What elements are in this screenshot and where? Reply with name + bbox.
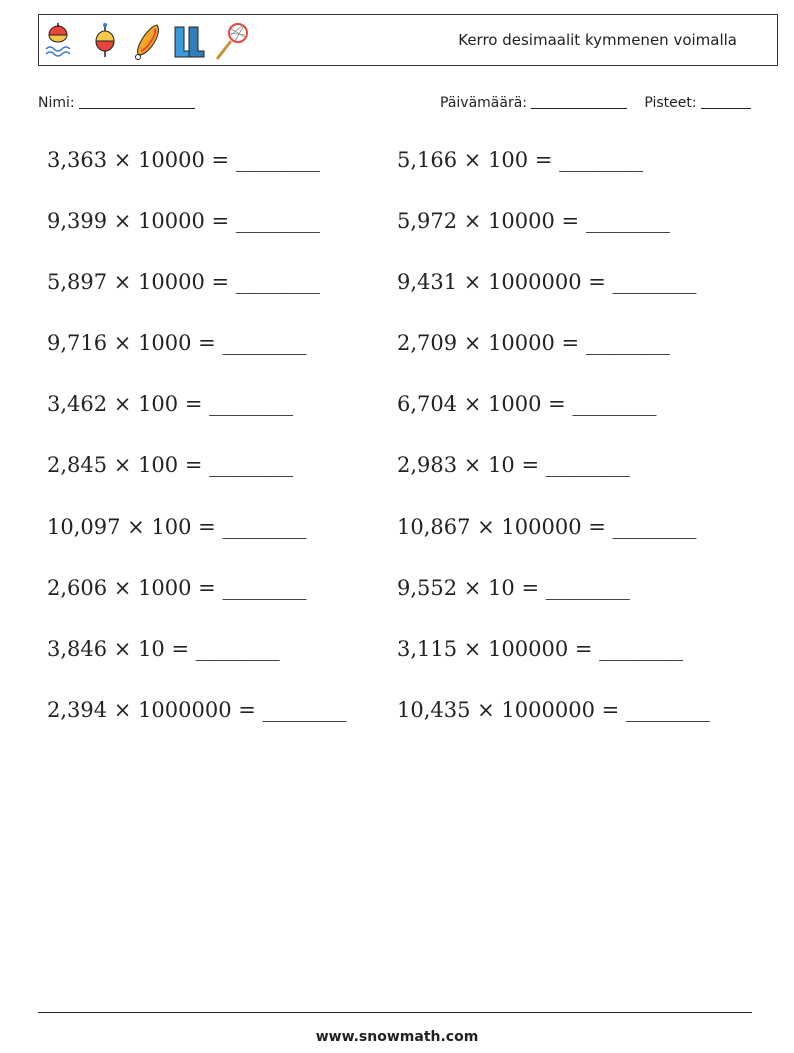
date-score-fields [440,94,751,111]
problem: 3,115 × 100000 = ________ [397,636,684,661]
problem-row [0,262,794,323]
problem: 3,363 × 10000 = ________ [47,148,320,172]
problem: 5,166 × 100 = ________ [397,148,644,172]
score-label: Pisteet: [644,95,697,111]
footer-divider [38,1012,752,1013]
problem: 2,983 × 10 = ________ [397,453,630,478]
float-icon [87,21,123,61]
header-icons [45,21,249,61]
problem: 10,435 × 1000000 = ________ [397,697,710,722]
problem-row [0,629,794,690]
problem: 2,709 × 10000 = ________ [397,331,670,356]
fishing-net-icon [213,21,249,61]
problem-row [0,507,794,568]
problem: 9,716 × 1000 = ________ [47,331,307,356]
problem: 3,462 × 100 = ________ [47,392,294,417]
name-field [38,94,195,111]
worksheet-header [38,14,778,66]
problem-row [0,568,794,629]
score-blank[interactable] [701,94,751,109]
problem: 5,972 × 10000 = ________ [397,209,670,234]
problem: 3,846 × 10 = ________ [47,636,280,661]
worksheet-title: Kerro desimaalit kymmenen voimalla [458,31,737,49]
problem: 9,399 × 10000 = ________ [47,209,320,234]
problem-row [0,323,794,384]
problem-row [0,201,794,262]
problem: 10,867 × 100000 = ________ [397,514,697,539]
problem-row [0,140,794,201]
fishing-lure-icon [129,21,165,61]
rubber-boots-icon [171,21,207,61]
problem-row [0,690,794,751]
problem: 10,097 × 100 = ________ [47,514,307,539]
problem-row [0,384,794,445]
problem: 6,704 × 1000 = ________ [397,392,657,417]
fishing-bobber-icon [45,21,81,61]
date-blank[interactable] [531,94,627,109]
date-label: Päivämäärä: [440,95,527,111]
name-label: Nimi: [38,95,75,111]
problem: 2,606 × 1000 = ________ [47,575,307,600]
problem: 2,394 × 1000000 = ________ [47,697,347,722]
name-blank[interactable] [79,94,195,109]
footer-url[interactable]: www.snowmath.com [315,1029,479,1045]
problem-list [0,140,794,751]
problem: 9,552 × 10 = ________ [397,575,630,600]
problem: 2,845 × 100 = ________ [47,453,294,478]
problem: 9,431 × 1000000 = ________ [397,270,697,295]
problem-row [0,445,794,506]
problem: 5,897 × 10000 = ________ [47,270,320,295]
